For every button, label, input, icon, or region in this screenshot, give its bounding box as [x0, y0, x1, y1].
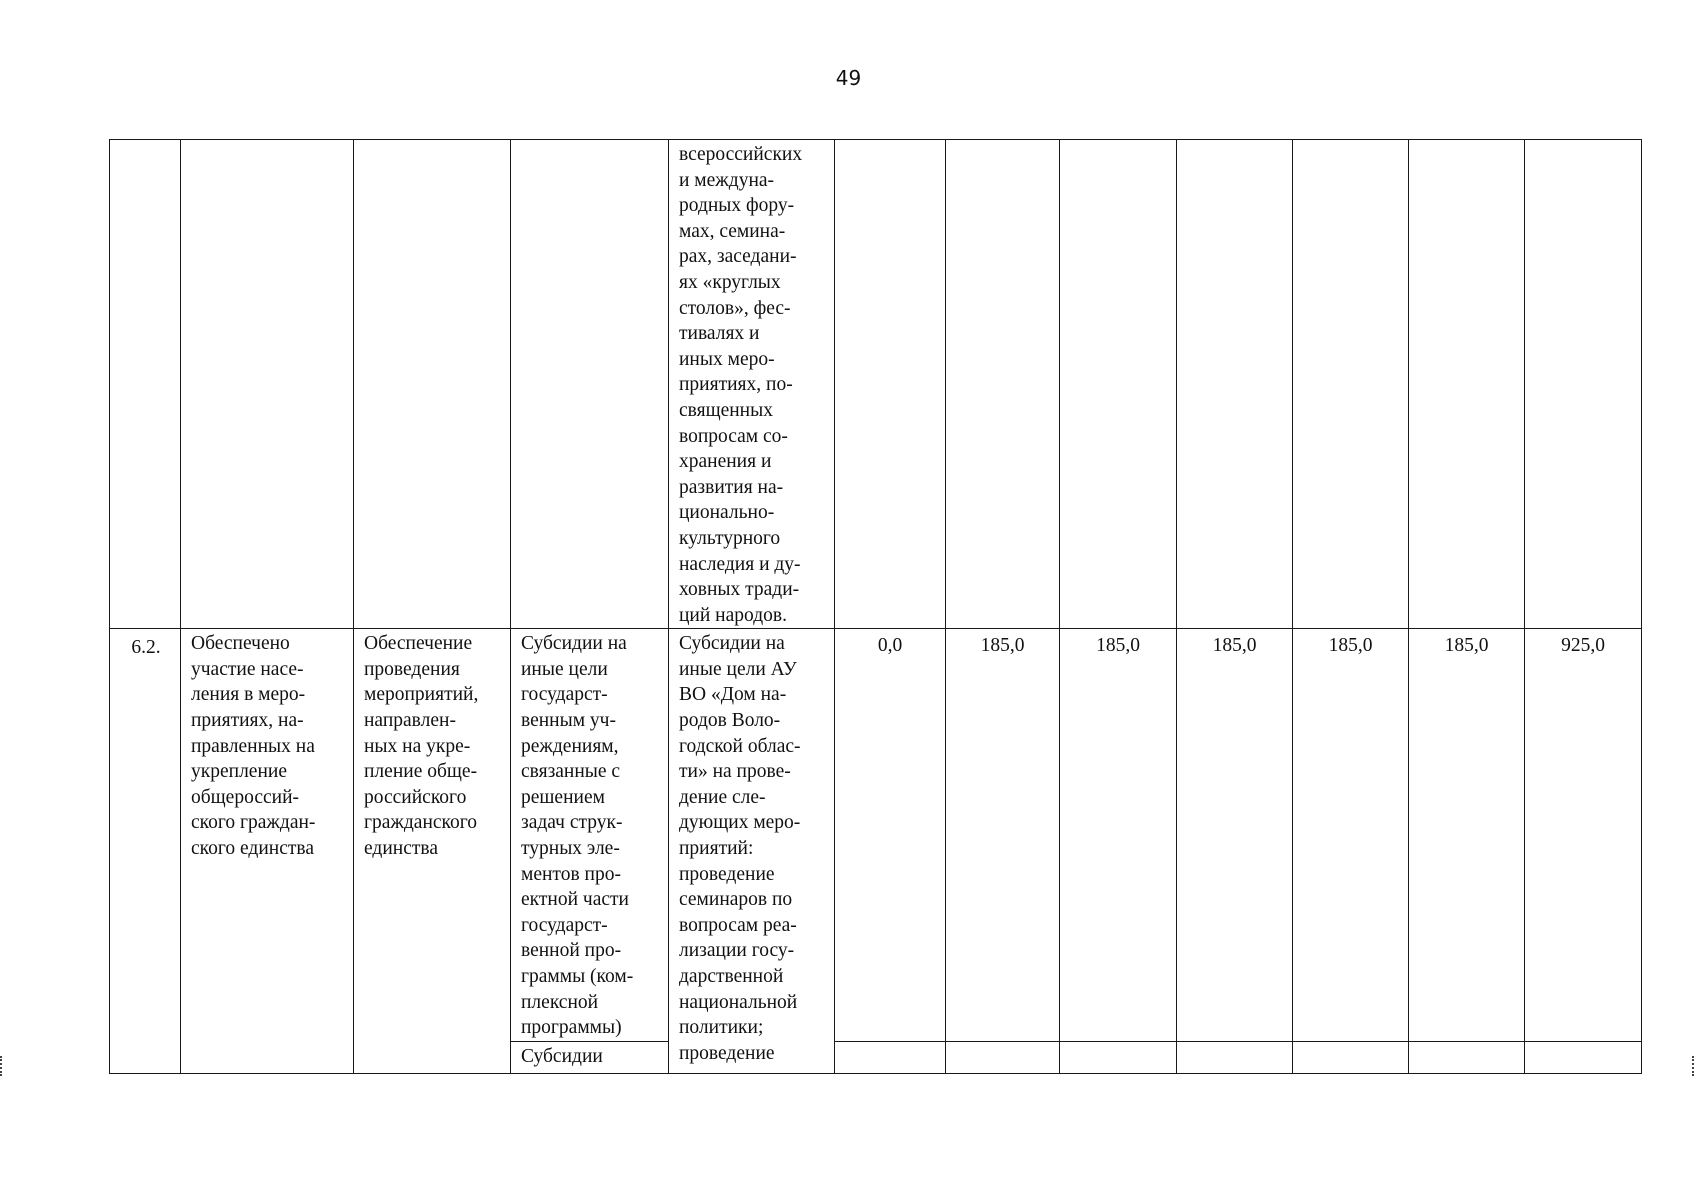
value-cell: 185,0: [1409, 629, 1525, 1042]
continued-description: всероссийских и междуна- родных фору- мах, семина- рах, заседани- ях «круглых столов», фес- тивалях и иных меро- приятиях, по- священных вопросам со- хранения и развития на- ционально- культурного наследия и ду- ховных тради- ций народов.: [669, 140, 835, 629]
value-cell: 0,0: [835, 629, 946, 1042]
cell-empty: [835, 140, 946, 629]
row-number: 6.2.: [110, 629, 181, 1074]
value-cell: 185,0: [1293, 629, 1409, 1042]
table-row: [110, 140, 1642, 629]
cell-empty: [1293, 1041, 1409, 1073]
cell-empty: [1177, 1041, 1293, 1073]
cell-empty: [354, 140, 511, 629]
event-cell: Обеспечение проведения мероприятий, направлен- ных на укре- пление обще- российского гражданского единства: [354, 629, 511, 1074]
cell-empty: [110, 140, 181, 629]
page-number: 49: [835, 66, 862, 90]
program-table: [109, 139, 1642, 1074]
cell-empty: [1060, 140, 1177, 629]
cell-empty: [1060, 1041, 1177, 1073]
cell-empty: [946, 140, 1060, 629]
total-value-cell: 925,0: [1525, 629, 1642, 1042]
cell-empty: [1525, 140, 1642, 629]
value-cell: 185,0: [1177, 629, 1293, 1042]
cell-empty: [1293, 140, 1409, 629]
result-cell: Обеспечено участие насе- ления в меро- приятиях, на- правленных на укрепление общероссий- ского граждан- ского единства: [181, 629, 354, 1074]
value-cell: 185,0: [946, 629, 1060, 1042]
value-cell: 185,0: [1060, 629, 1177, 1042]
cell-empty: [1177, 140, 1293, 629]
cell-empty: [1409, 140, 1525, 629]
cell-empty: [1409, 1041, 1525, 1073]
cell-empty: [1525, 1041, 1642, 1073]
cell-empty: [511, 140, 669, 629]
description-cell: Субсидии на иные цели АУ ВО «Дом на- родов Воло- годской облас- ти» на прове- дение сле- дующих меро- приятий: проведение семинаров по вопросам реа- лизации госу- дарственной национальной политики; проведение: [669, 629, 835, 1074]
funding-type-cell: Субсидии на иные цели государст- венным уч- реждениям, связанные с решением задач струк- турных эле- ментов про- ектной части государст- венной про- граммы (ком- плексной программы): [511, 629, 669, 1042]
cell-empty: [181, 140, 354, 629]
scan-edge-mark: [1692, 1056, 1697, 1076]
cell-empty: [946, 1041, 1060, 1073]
funding-type-cell: Субсидии: [511, 1041, 669, 1073]
scan-edge-mark: [0, 1056, 6, 1076]
table-row: [110, 629, 1642, 1042]
cell-empty: [835, 1041, 946, 1073]
